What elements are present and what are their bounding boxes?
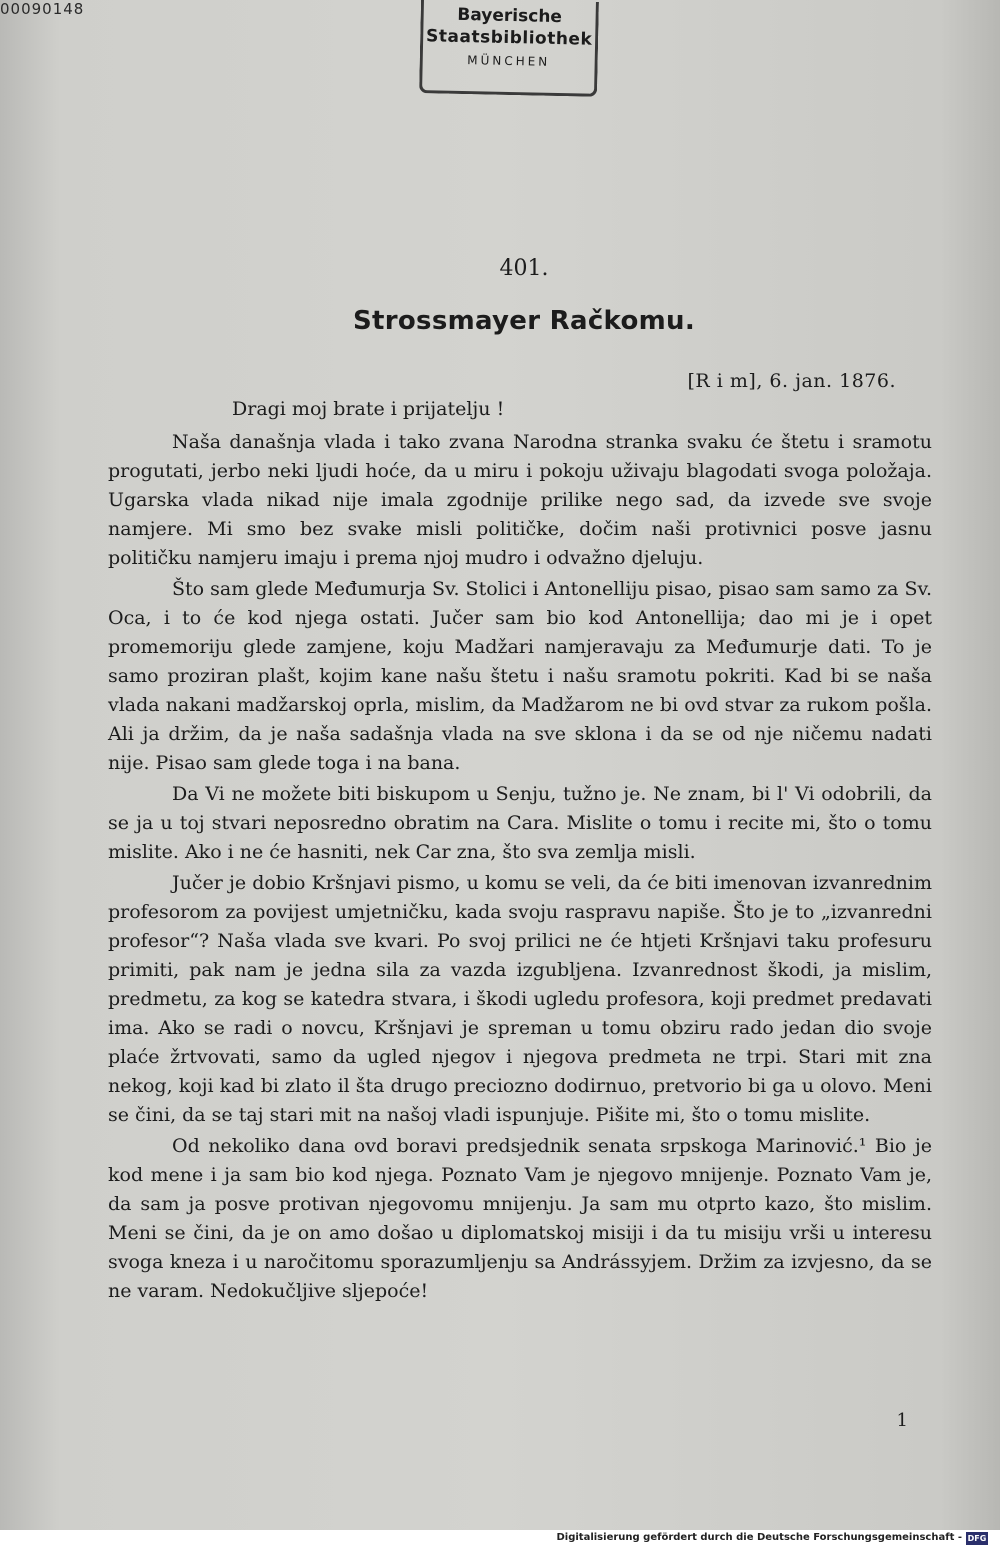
paragraph: Što sam glede Međumurja Sv. Stolici i Antonelliju pisao, pisao sam samo za Sv. Oca, i to će kod njega ostati. Jučer sam bio kod Antonellija; dao mi je i opet promemoriju glede zamjene, koju Madžari namjeravaju za Međumurje dati. To je samo proziran plašt, kojim kane našu štetu i našu sramotu pokriti. Kad bi se naša vlada nakani madžarskoj oprla, mislim, da Madžarom ne bi ovd stvar za rukom pošla. Ali ja držim, da je naša sadašnja vlada na sve sklona i da se od nje ničemu nadati nije. Pisao sam glede toga i na bana. xyxy=(108,578,932,774)
stamp-line-1: Bayerische xyxy=(457,4,563,28)
paragraph: Da Vi ne možete biti biskupom u Senju, tužno je. Ne znam, bi l' Vi odobrili, da se ja u toj stvari neposredno obratim na Cara. Mislite o tomu i recite mi, što o tomu mislite. Ako i ne će hasniti, nek Car zna, što sva zemlja misli. xyxy=(108,783,932,863)
paragraph: Jučer je dobio Kršnjavi pismo, u komu se veli, da će biti imenovan izvanrednim profesorom za povijest umjetničku, kada svoju raspravu napiše. Što je to „izvanredni profesor“? Naša vlada sve kvari. Po svoj prilici ne će htjeti Kršnjavi taku profesuru primiti, pak nam je jedna sila za vazda izgubljena. Izvanrednost škodi, ja mislim, predmetu, za kog se katedra stvara, i škodi ugledu profesora, koji predmet predavati ima. Ako se radi o novcu, Kršnjavi je spreman u tomu obziru rado jedan dio svoje plaće žrtvovati, samo da ugled njegov i njegova predmeta ne trpi. Stari mit zna nekog, koji kad bi zlato il šta drugo preciozno dodirnuo, pretvorio bi ga u olovo. Meni se čini, da se taj stari mit na našoj vladi ispunjuje. Pišite mi, što o tomu mislite. xyxy=(108,872,932,1126)
scan-id: 00090148 xyxy=(0,0,85,18)
paragraph: Od nekoliko dana ovd boravi predsjednik senata srpskoga Marinović.¹ Bio je kod mene i ja sam bio kod njega. Poznato Vam je njegovo mnijenje. Poznato Vam je, da sam ja posve protivan njegovomu mnijenju. Ja sam mu otprto kazo, što mislim. Meni se čini, da je on amo došao u diplomatskoj misiji i da tu misiju vrši u interesu svoga kneza i u naročitomu sporazumljenju sa Andrássyjem. Držim za izvjesno, da se ne varam. Nedokučljive sljepoće! xyxy=(108,1135,932,1302)
page-number: 1 xyxy=(896,1410,908,1431)
digitization-credit: Digitalisierung gefördert durch die Deutsche Forschungsgemeinschaft - xyxy=(556,1532,962,1543)
library-stamp xyxy=(419,0,599,97)
letter-salutation: Dragi moj brate i prijatelju ! xyxy=(232,398,505,420)
paragraph: Naša današnja vlada i tako zvana Narodna stranka svaku će štetu i sramotu progutati, jerbo neki ljudi hoće, da u miru i pokoju uživaju blagodati svoga položaja. Ugarska vlada nikad nije imala zgodnije prilike nego sad, da izvede sve svoje namjere. Mi smo bez svake misli političke, dočim naši protivnici posve jasnu političku namjeru imaju i prema njoj mudro i odvažno djeluju. xyxy=(108,431,932,569)
digitization-footer xyxy=(0,1530,1000,1549)
dfg-logo: DFG xyxy=(967,1534,987,1543)
letter-body xyxy=(108,428,932,1308)
stamp-line-3: MÜNCHEN xyxy=(467,53,551,69)
letter-number: 401. xyxy=(499,256,549,281)
letter-title: Strossmayer Račkomu. xyxy=(353,306,695,336)
letter-dateline: [R i m], 6. jan. 1876. xyxy=(687,370,896,392)
stamp-line-2: Staatsbibliothek xyxy=(425,26,593,50)
